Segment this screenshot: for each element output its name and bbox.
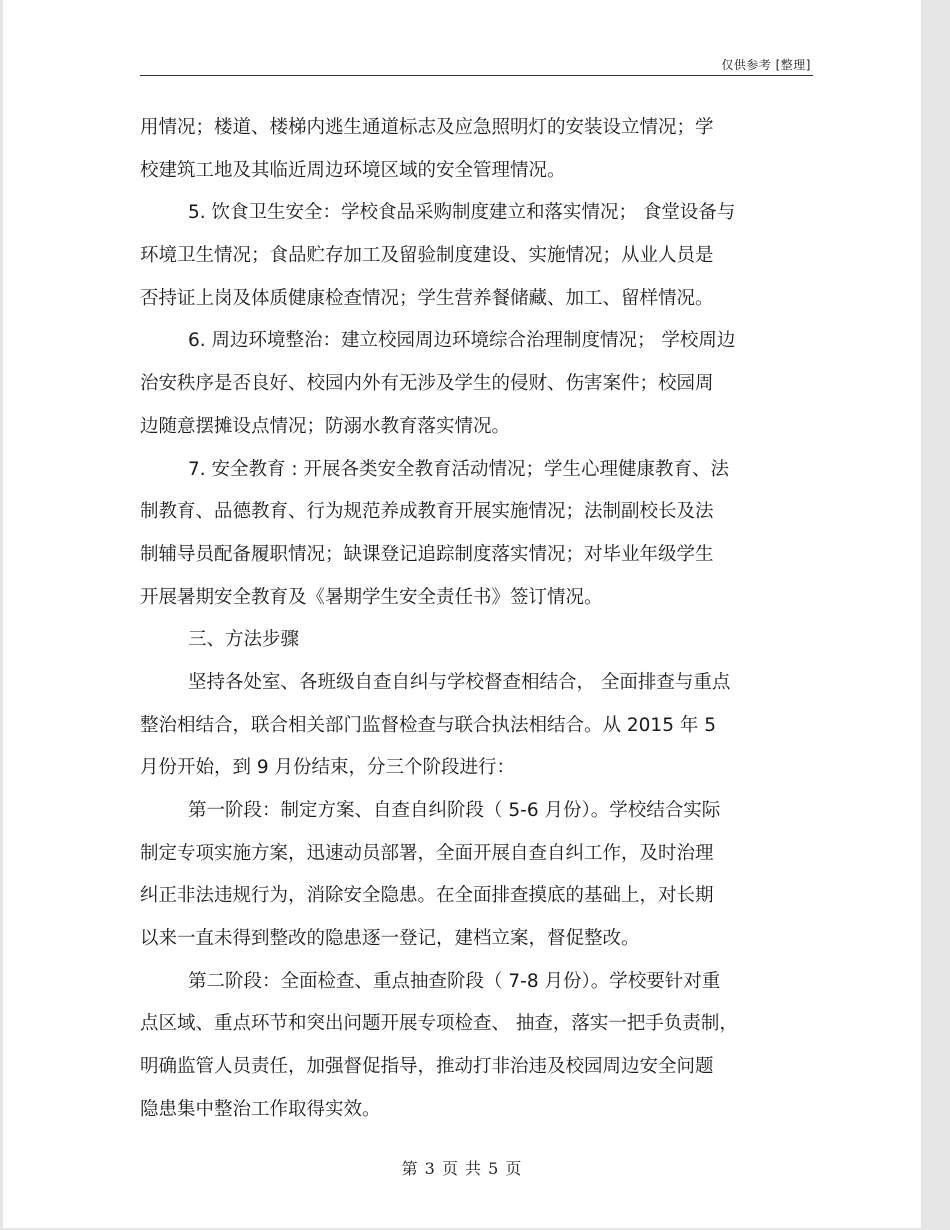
text-line: 制定专项实施方案，迅速动员部署，全面开展自查自纠工作，及时治理: [140, 842, 714, 864]
page-footer: 第 3 页 共 5 页: [401, 1159, 523, 1178]
text-line: 校建筑工地及其临近周边环境区域的安全管理情况。: [140, 159, 566, 181]
text-line: 以来一直未得到整改的隐患逐一登记，建档立案，督促整改。: [140, 928, 640, 950]
text-line: 7. 安全教育 : 开展各类安全教育活动情况；学生心理健康教育、法: [188, 458, 730, 480]
text-line: 边随意摆摊设点情况；防溺水教育落实情况。: [140, 415, 511, 437]
text-line: 纠正非法违规行为，消除安全隐患。在全面排查摸底的基础上，对长期: [140, 885, 714, 907]
text-line: 开展暑期安全教育及《暑期学生安全责任书》签订情况。: [140, 586, 603, 608]
text-line: 治安秩序是否良好、校园内外有无涉及学生的侵财、伤害案件；校园周: [140, 373, 714, 395]
text-line: 6. 周边环境整治：建立校园周边环境综合治理制度情况； 学校周边: [188, 330, 736, 352]
text-line: 5. 饮食卫生安全：学校食品采购制度建立和落实情况； 食堂设备与: [188, 202, 736, 224]
text-line: 明确监管人员责任，加强督促指导，推动打非治违及校园周边安全问题: [140, 1056, 714, 1078]
text-line: 否持证上岗及体质健康检查情况；学生营养餐储藏、加工、留样情况。: [140, 287, 714, 309]
text-line: 制辅导员配备履职情况；缺课登记追踪制度落实情况；对毕业年级学生: [140, 543, 714, 565]
text-line: 点区域、重点环节和突出问题开展专项检查、 抽查，落实一把手负责制，: [140, 1013, 738, 1035]
page-header: 仅供参考 [整理]: [721, 58, 811, 72]
text-line: 用情况；楼道、楼梯内逃生通道标志及应急照明灯的安装设立情况；学: [140, 117, 714, 138]
text-line: 月份开始，到 9 月份结束，分三个阶段进行：: [140, 757, 516, 779]
text-line: 第一阶段：制定方案、自查自纠阶段（ 5-6 月份）。学校结合实际: [188, 800, 721, 821]
text-line: 隐患集中整治工作取得实效。: [140, 1098, 381, 1120]
header-divider: [140, 75, 813, 76]
text-line: 整治相结合，联合相关部门监督检查与联合执法相结合。从 2015 年 5: [140, 714, 716, 736]
body-text: [140, 107, 820, 1132]
text-line: 三、方法步骤: [188, 629, 300, 651]
document-page: [3, 0, 921, 1228]
text-line: 制教育、品德教育、行为规范养成教育开展实施情况；法制副校长及法: [140, 501, 714, 523]
text-line: 环境卫生情况；食品贮存加工及留验制度建设、实施情况；从业人员是: [140, 245, 714, 267]
text-line: 坚持各处室、各班级自查自纠与学校督查相结合， 全面排查与重点: [188, 671, 731, 693]
text-line: 第二阶段：全面检查、重点抽查阶段（ 7-8 月份）。学校要针对重: [188, 970, 721, 992]
